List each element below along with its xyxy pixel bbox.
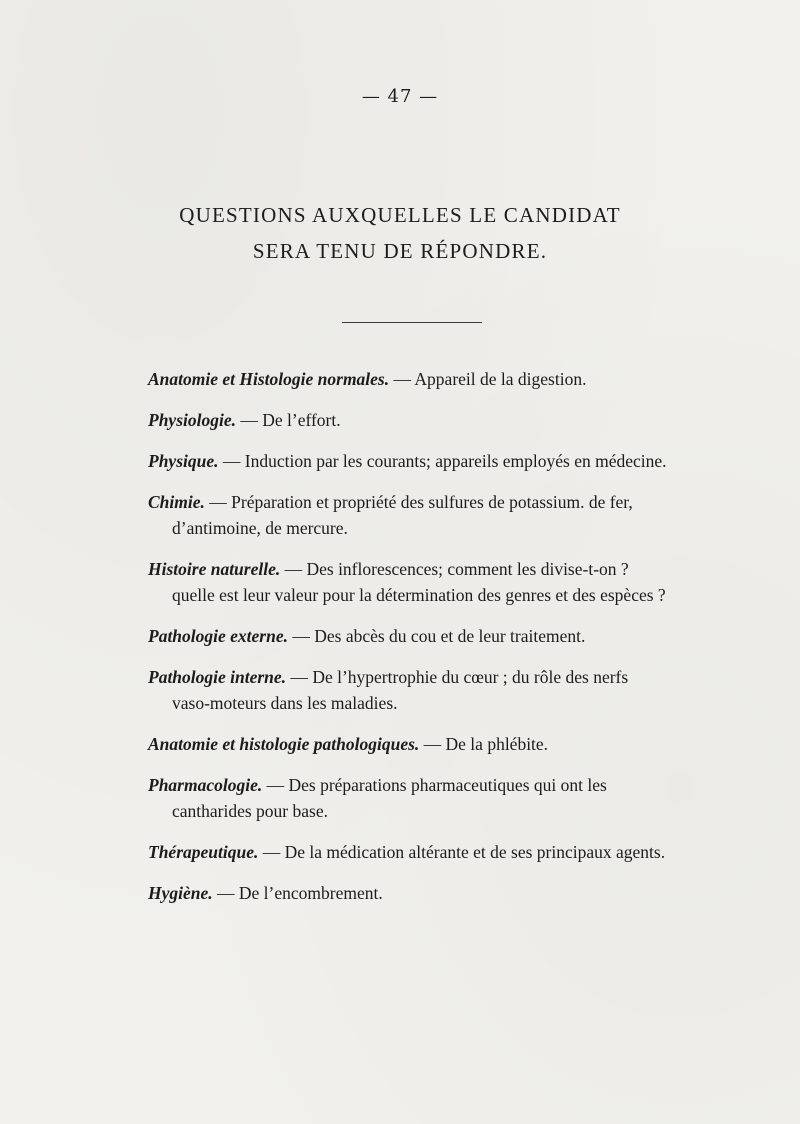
entry-subject: Anatomie et Histologie normales. [148, 369, 390, 389]
entry-text: Des préparations pharmaceutiques qui ont les cantharides pour base. [172, 775, 607, 821]
entry-subject: Anatomie et histologie pathologiques. [148, 734, 420, 754]
entry-subject: Pathologie externe. [148, 626, 288, 646]
entry-text: Préparation et propriété des sulfures de potassium. de fer, d’antimoine, de mercure. [172, 492, 633, 538]
list-item [148, 839, 668, 865]
entry-subject: Physique. [148, 451, 219, 471]
page-number: — 47 — [361, 86, 439, 107]
list-item [148, 772, 668, 824]
entry-subject: Hygiène. [148, 883, 213, 903]
entry-text: De la médication altérante et de ses principaux agents. [284, 842, 666, 862]
list-item [148, 623, 668, 649]
entry-text: Des abcès du cou et de leur traitement. [314, 626, 586, 646]
entry-separator: — [290, 667, 308, 687]
entry-separator: — [292, 626, 310, 646]
entry-text: De l’effort. [262, 410, 341, 430]
entry-separator: — [262, 842, 281, 862]
list-item [148, 731, 668, 757]
entry-separator: — [284, 559, 303, 579]
entry-text: Des inflorescences; comment les divise-t-on ? quelle est leur valeur pour la détermination des genres et des espèces ? [172, 559, 666, 605]
entry-subject: Thérapeutique. [148, 842, 259, 862]
entry-separator: — [266, 775, 285, 795]
question-list [148, 366, 668, 921]
entry-separator: — [222, 451, 241, 471]
list-item [148, 664, 668, 716]
entry-text: De la phlébite. [445, 734, 549, 754]
entry-separator: — [209, 492, 227, 512]
list-item [148, 448, 668, 474]
entry-subject: Histoire naturelle. [148, 559, 281, 579]
list-item [148, 407, 668, 433]
entry-text: Appareil de la digestion. [414, 369, 587, 389]
entry-separator: — [217, 883, 235, 903]
entry-text: De l’encombrement. [238, 883, 383, 903]
title-divider [342, 322, 482, 323]
entry-subject: Pharmacologie. [148, 775, 263, 795]
list-item [148, 366, 668, 392]
entry-text: De l’hypertrophie du cœur ; du rôle des nerfs vaso-moteurs dans les maladies. [172, 667, 629, 713]
list-item [148, 880, 668, 906]
entry-separator: — [423, 734, 442, 754]
entry-text: Induction par les courants; appareils employés en médecine. [244, 451, 667, 471]
entry-separator: — [240, 410, 258, 430]
entry-separator: — [393, 369, 411, 389]
entry-subject: Physiologie. [148, 410, 236, 430]
list-item [148, 556, 668, 608]
entry-subject: Chimie. [148, 492, 205, 512]
list-item [148, 489, 668, 541]
page-title-line-2: SERA TENU DE RÉPONDRE. [252, 239, 548, 263]
entry-subject: Pathologie interne. [148, 667, 287, 687]
page-title-line-1: QUESTIONS AUXQUELLES LE CANDIDAT [179, 203, 621, 227]
